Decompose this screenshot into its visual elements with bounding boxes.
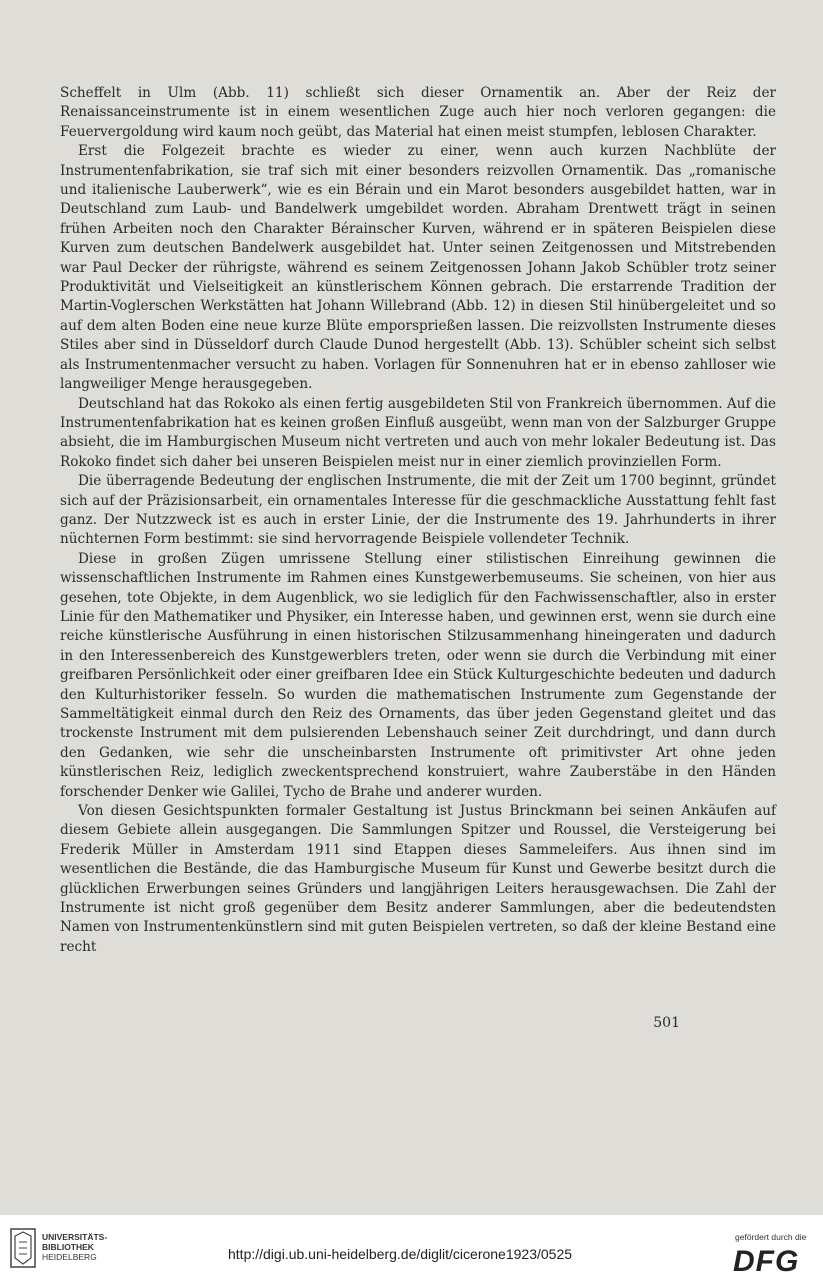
paragraph-3: Deutschland hat das Rokoko als einen fertig ausgebildeten Stil von Frankreich übernommen. Auf die Instrumentenfabrikation hat es keinen großen Einfluß ausgeübt, wenn man von der Salzburger Gruppe absieht, die im Hamburgischen Museum nicht vertreten und auch von mehr lokaler Bedeutung ist. Das Rokoko findet sich daher bei unseren Beispielen meist nur in einer ziemlich provinziellen Form.: [60, 395, 776, 470]
dfg-logo: DFG: [733, 1245, 800, 1278]
paragraph-4: Die überragende Bedeutung der englischen Instrumente, die mit der Zeit um 1700 beginnt, gründet sich auf der Präzisionsarbeit, ein ornamentales Interesse für die geschmackliche Ausstattung fehlt fast ganz. Der Nutzzweck ist es auch in erster Linie, der die Instrumente des 19. Jahrhunderts in ihrer nüchternen Form bestimmt: sie sind hervorragende Beispiele vollendeter Technik.: [60, 473, 776, 548]
body-text: [60, 84, 776, 957]
paragraph-5: Diese in großen Zügen umrissene Stellung einer stilistischen Einreihung gewinnen die wissenschaftlichen Instrumente im Rahmen eines Kunstgewerbemuseums. Sie scheinen, von hier aus gesehen, tote Objekte, in dem Augenblick, wo sie lediglich für den Fachwissenschaftler, also in erster Linie für den Mathematiker und Physiker, ein Interesse haben, und gewinnen erst, wenn sie durch eine reiche künstlerische Ausführung in einen historischen Stilzusammenhang hineingeraten und dadurch in den Interessenbereich des Kunstgewerblers treten, oder wenn sie durch die Verbindung mit einer greifbaren Persönlichkeit oder einer greifbaren Idee ein Stück Kulturgeschichte bedeuten und dadurch den Kulturhistoriker fesseln. So wurden die mathematischen Instrumente zum Gegenstande der Sammeltätigkeit einmal durch den Reiz des Ornaments, das über jeden Gegenstand gleitet und das trockenste Instrument mit dem pulsierenden Lebenshauch seiner Zeit durchdringt, und dann durch den Gedanken, wie sehr die unscheinbarsten Instrumente oft primitivster Art ohne jeden künstlerischen Reiz, lediglich zweckentsprechend konstruiert, wahre Zauberstäbe in den Händen forschender Denker wie Galilei, Tycho de Brahe und anderer wurden.: [60, 550, 776, 800]
paragraph-6: Von diesen Gesichtspunkten formaler Gestaltung ist Justus Brinckmann bei seinen Ankäufen auf diesem Gebiete allein ausgegangen. Die Sammlungen Spitzer und Roussel, die Versteigerung bei Frederik Müller in Amsterdam 1911 sind Etappen dieses Sammeleifers. Aus ihnen sind im wesentlichen die Bestände, die das Hamburgische Museum für Kunst und Gewerbe besitzt durch die glücklichen Erwerbungen seines Gründers und langjährigen Leiters herausgewachsen. Die Zahl der Instrumente ist nicht groß gegenüber dem Besitz anderer Sammlungen, aber die bedeutendsten Namen von Instrumentenkünstlern sind mit guten Beispielen vertreten, so daß der kleine Bestand eine recht: [60, 803, 776, 955]
page-number: 501: [653, 1015, 680, 1031]
paragraph-1: Scheffelt in Ulm (Abb. 11) schließt sich dieser Ornamentik an. Aber der Reiz der Renaissanceinstrumente ist in einem wesentlichen Zuge auch hier noch verloren gegangen: die Feuervergoldung wird kaum noch geübt, das Material hat einen meist stumpfen, leblosen Charakter.: [60, 85, 776, 140]
paragraph-2: Erst die Folgezeit brachte es wieder zu einer, wenn auch kurzen Nachblüte der Instrumentenfabrikation, sie traf sich mit einer besonders reizvollen Ornamentik. Das „romanische und italienische Lauberwerk“, wie es ein Bérain und ein Marot besonders ausgebildet hatten, war in Deutschland zum Laub- und Bandelwerk umgebildet worden. Abraham Drentwett trägt in seinen frühen Arbeiten noch den Charakter Bérainscher Kurven, während er in späteren Beispielen diese Kurven zum deutschen Bandelwerk ausgebildet hat. Unter seinen Zeitgenossen und Mitstrebenden war Paul Decker der rührigste, während es seinem Zeitgenossen Johann Jakob Schübler trotz seiner Produktivität und Vielseitigkeit an künstlerischem Können gebrach. Die erstarrende Tradition der Martin-Voglerschen Werkstätten hat Johann Willebrand (Abb. 12) in diesen Stil hinübergeleitet und so auf dem alten Boden eine neue kurze Blüte emporsprießen lassen. Die reizvollsten Instrumente dieses Stiles aber sind in Düsseldorf durch Claude Dunod hergestellt (Abb. 13). Schübler scheint sich selbst als Instrumentenmacher versucht zu haben. Vorlagen für Sonnenuhren hat er in ebenso zahlloser wie langweiliger Menge herausgegeben.: [60, 143, 776, 393]
funding-caption: gefördert durch die: [735, 1232, 807, 1242]
university-seal-icon: [10, 1228, 36, 1268]
permalink-url[interactable]: http://digi.ub.uni-heidelberg.de/diglit/cicerone1923/0525: [228, 1246, 573, 1262]
university-library-label: UNIVERSITÄTS- BIBLIOTHEK HEIDELBERG: [42, 1232, 108, 1262]
